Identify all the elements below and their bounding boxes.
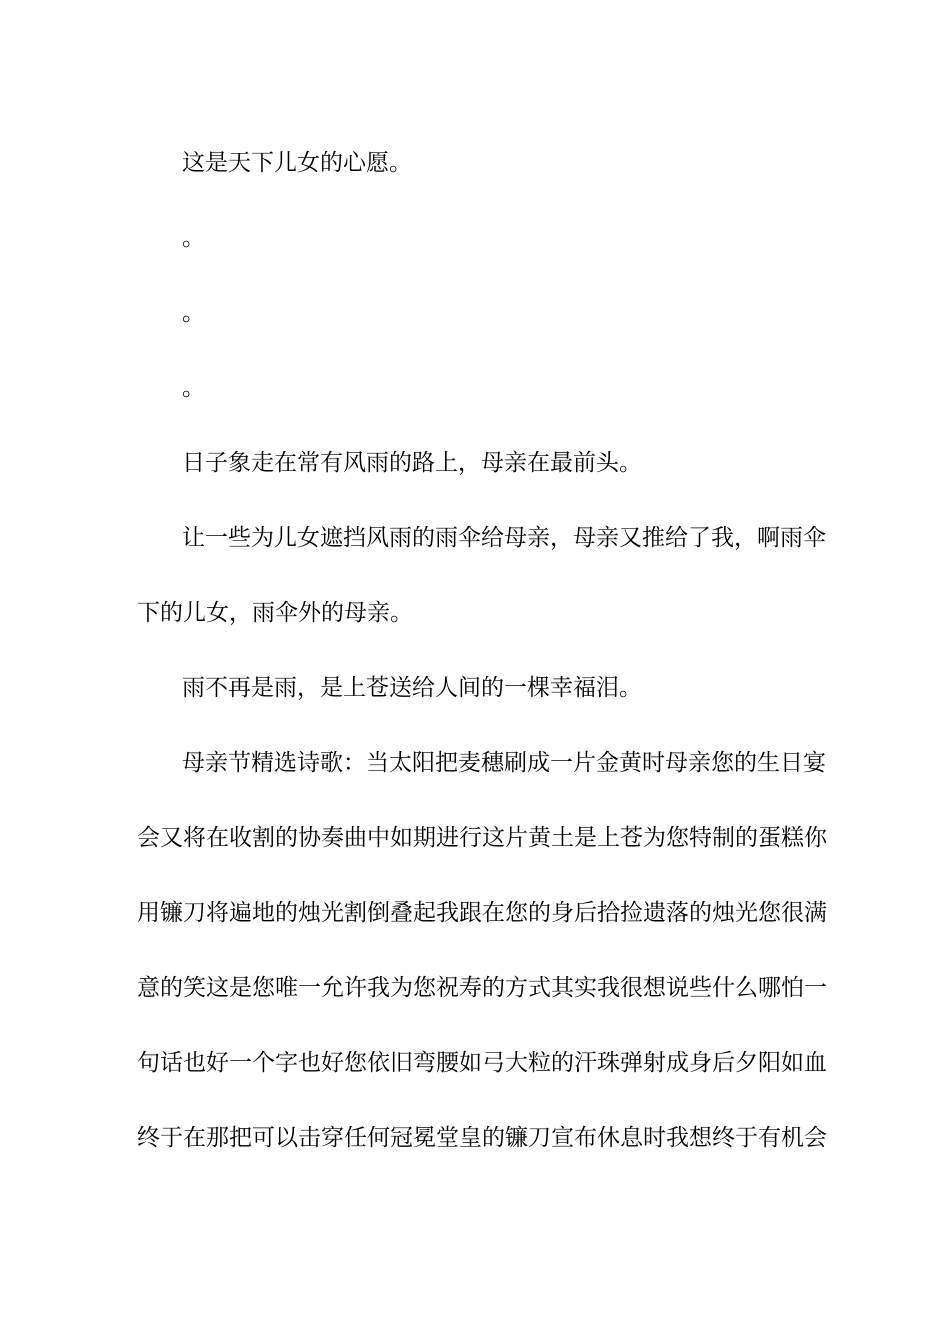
text-line: 下的儿女，雨伞外的母亲。: [137, 600, 413, 626]
text-line: 雨不再是雨，是上苍送给人间的一棵幸福泪。: [182, 675, 642, 701]
text-line: 。: [182, 375, 205, 401]
text-line: 。: [182, 225, 205, 251]
text-line: 意的笑这是您唯一允许我为您祝寿的方式其实我很想说些什么哪怕一: [137, 975, 827, 1001]
text-line: 日子象走在常有风雨的路上，母亲在最前头。: [182, 450, 642, 476]
text-line: 。: [182, 300, 205, 326]
text-line: 句话也好一个字也好您依旧弯腰如弓大粒的汗珠弹射成身后夕阳如血: [137, 1050, 827, 1076]
text-line: 终于在那把可以击穿任何冠冕堂皇的镰刀宣布休息时我想终于有机会: [137, 1125, 827, 1151]
text-line: 这是天下儿女的心愿。: [182, 150, 412, 176]
text-line: 用镰刀将遍地的烛光割倒叠起我跟在您的身后拾捡遗落的烛光您很满: [137, 900, 827, 926]
text-line: 母亲节精选诗歌：当太阳把麦穗刷成一片金黄时母亲您的生日宴: [182, 750, 826, 776]
text-line: 会又将在收割的协奏曲中如期进行这片黄土是上苍为您特制的蛋糕你: [137, 825, 827, 851]
text-line: 让一些为儿女遮挡风雨的雨伞给母亲，母亲又推给了我，啊雨伞: [182, 525, 826, 551]
